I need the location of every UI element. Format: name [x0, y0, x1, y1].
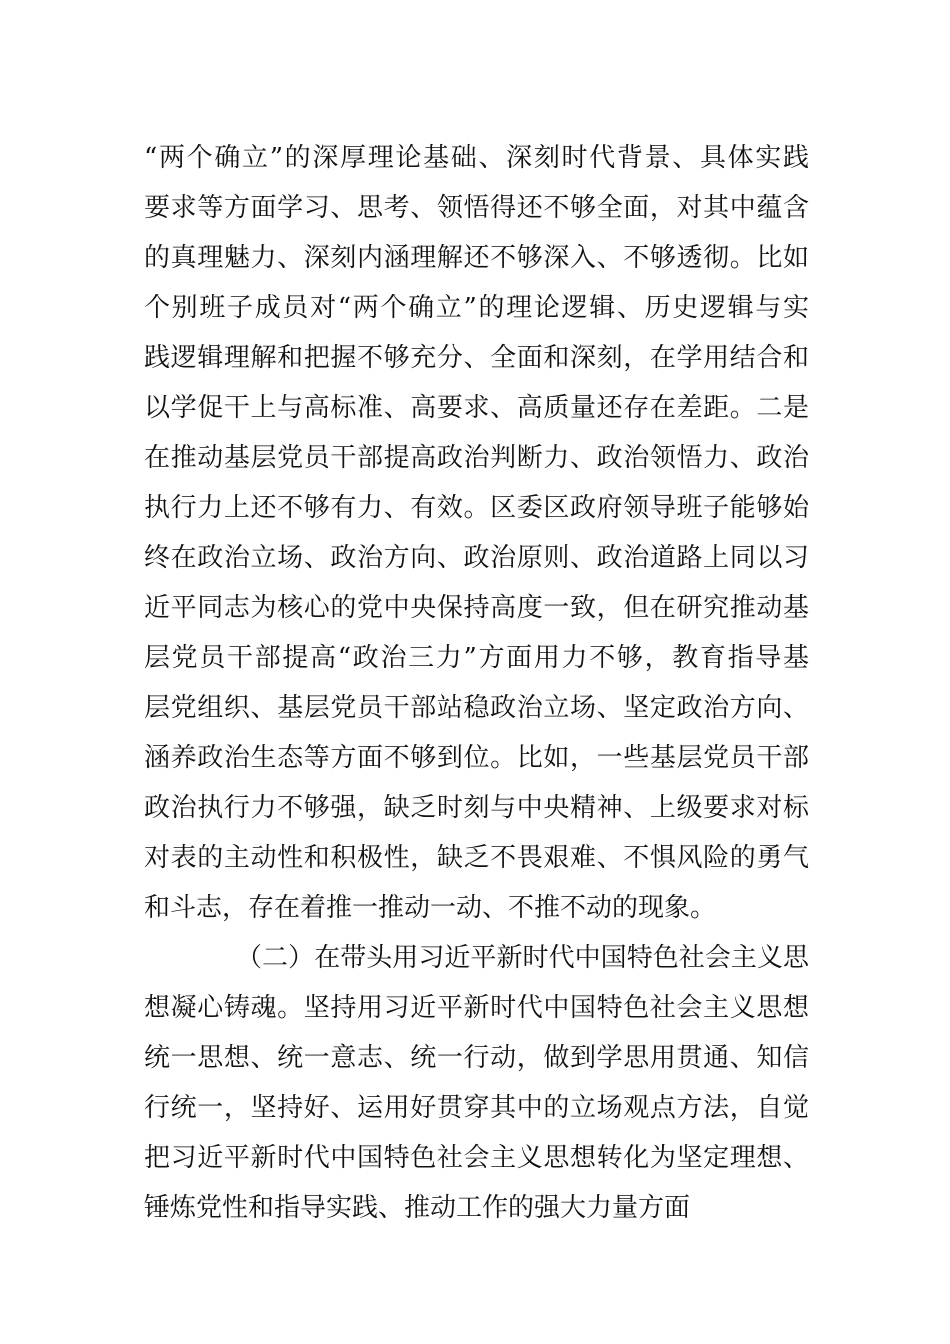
text-line: 行统一，坚持好、运用好贯穿其中的立场观点方法，自觉 — [144, 1093, 809, 1123]
text-line: 践逻辑理解和把握不够充分、全面和深刻，在学用结合和 — [144, 343, 809, 373]
text-line: 锤炼党性和指导实践、推动工作的强大力量方面 — [144, 1193, 691, 1223]
text-line: “两个确立”的深厚理论基础、深刻时代背景、具体实践 — [144, 143, 809, 173]
document-body — [144, 133, 809, 1233]
text-line: 涵养政治生态等方面不够到位。比如，一些基层党员干部 — [144, 743, 809, 773]
text-line: 在推动基层党员干部提高政治判断力、政治领悟力、政治 — [144, 443, 809, 473]
text-line: 统一思想、统一意志、统一行动，做到学思用贯通、知信 — [144, 1043, 809, 1073]
text-line: 执行力上还不够有力、有效。区委区政府领导班子能够始 — [144, 493, 809, 523]
text-line: 政治执行力不够强，缺乏时刻与中央精神、上级要求对标 — [144, 793, 809, 823]
text-line: 要求等方面学习、思考、领悟得还不够全面，对其中蕴含 — [144, 193, 809, 223]
paragraph-1 — [144, 133, 809, 933]
text-line: 和斗志，存在着推一推动一动、不推不动的现象。 — [144, 893, 717, 923]
text-line: 个别班子成员对“两个确立”的理论逻辑、历史逻辑与实 — [144, 293, 809, 323]
text-line: 层党组织、基层党员干部站稳政治立场、坚定政治方向、 — [144, 693, 809, 723]
text-line: 近平同志为核心的党中央保持高度一致，但在研究推动基 — [144, 593, 809, 623]
text-line: 层党员干部提高“政治三力”方面用力不够，教育指导基 — [144, 643, 809, 673]
text-line: 把习近平新时代中国特色社会主义思想转化为坚定理想、 — [144, 1143, 809, 1173]
paragraph-2 — [144, 933, 809, 1233]
section-heading-line: （二）在带头用习近平新时代中国特色社会主义思 — [236, 943, 809, 973]
text-line: 对表的主动性和积极性，缺乏不畏艰难、不惧风险的勇气 — [144, 843, 809, 873]
text-line: 以学促干上与高标准、高要求、高质量还存在差距。二是 — [144, 393, 809, 423]
text-line: 终在政治立场、政治方向、政治原则、政治道路上同以习 — [144, 543, 809, 573]
text-line: 的真理魅力、深刻内涵理解还不够深入、不够透彻。比如 — [144, 243, 809, 273]
text-line: 想凝心铸魂。坚持用习近平新时代中国特色社会主义思想 — [144, 993, 809, 1023]
